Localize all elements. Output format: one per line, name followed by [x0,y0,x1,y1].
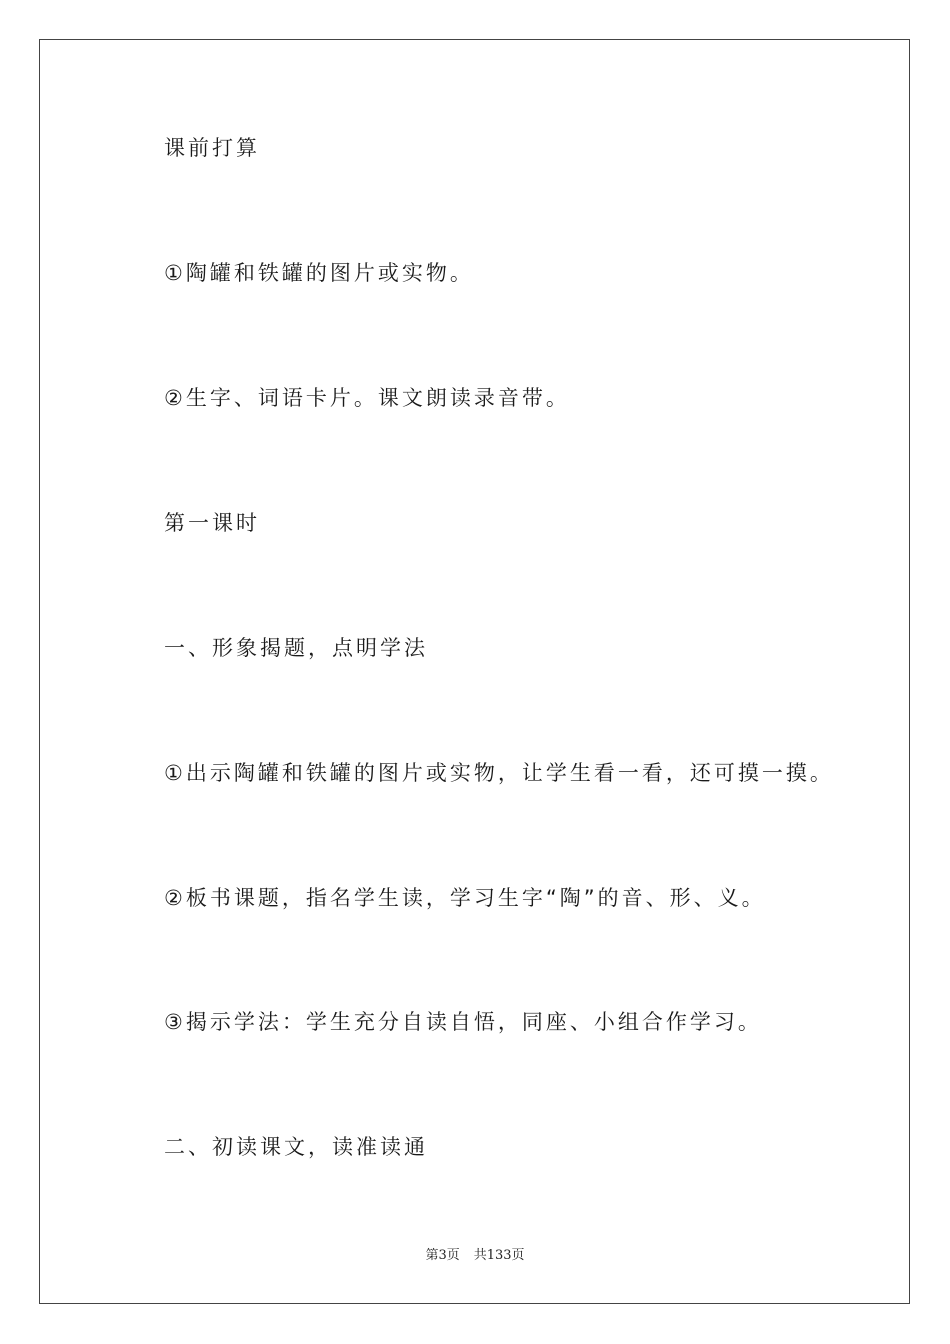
page-footer [0,1247,950,1265]
paragraph-heading-lesson: 第一课时 [164,511,260,535]
paragraph-section-heading: 一、形象揭题，点明学法 [164,636,428,660]
paragraph-item: ②生字、词语卡片。课文朗读录音带。 [164,386,570,410]
page-border [39,39,910,1304]
paragraph-item: ①陶罐和铁罐的图片或实物。 [164,261,474,285]
paragraph-item: ②板书课题，指名学生读，学习生字“陶”的音、形、义。 [164,886,766,910]
paragraph-section-heading: 二、初读课文，读准读通 [164,1135,428,1159]
paragraph-heading-preparation: 课前打算 [164,136,260,160]
paragraph-item: ①出示陶罐和铁罐的图片或实物，让学生看一看，还可摸一摸。 [164,761,834,785]
total-page-count: 共133页 [473,1248,525,1263]
paragraph-item: ③揭示学法：学生充分自读自悟，同座、小组合作学习。 [164,1010,762,1034]
current-page-number: 第3页 [425,1248,460,1263]
